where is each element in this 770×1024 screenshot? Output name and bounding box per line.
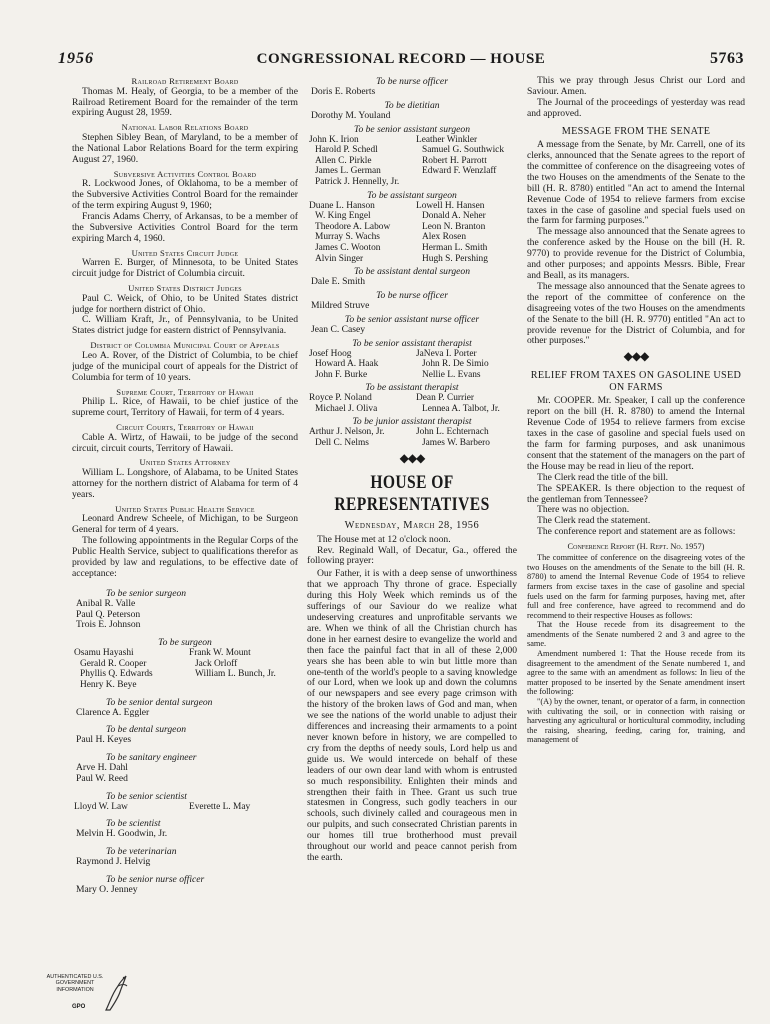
- section-heading: Subversive Activities Control Board: [113, 168, 257, 179]
- section-heading: National Labor Relations Board: [121, 122, 249, 133]
- paragraph: Cable A. Wirtz, of Hawaii, to be judge of the second circuit, circuit courts, Territory of Hawaii.: [72, 431, 298, 454]
- paragraph: Rev. Reginald Wall, of Decatur, Ga., offered the following prayer:: [307, 544, 517, 567]
- paragraph: The Journal of the proceedings of yesterday was read and approved.: [527, 96, 745, 119]
- name: Robert H. Parrott: [422, 155, 487, 166]
- name-list: [72, 802, 298, 813]
- report-paragraph: "(A) by the owner, tenant, or operator of a farm, in connection with cultivating the soil, or in connection with raising or harvesting any agricultural or horticultural commodity, including the raising, shearing, feeding, caring for, training, and management of: [527, 697, 745, 745]
- section-heading: Circuit Courts, Territory of Hawaii: [116, 422, 254, 432]
- name: Patrick J. Hennelly, Jr.: [315, 176, 400, 187]
- name: Anibal R. Valle: [76, 597, 136, 609]
- paragraph: Francis Adams Cherry, of Arkansas, to be a member of the Subversive Activities Control Board for the term expiring March 4, 1960.: [72, 210, 298, 244]
- rank-heading: To be scientist: [106, 818, 161, 830]
- name: Gerald R. Cooper: [80, 658, 147, 669]
- name: William L. Bunch, Jr.: [195, 669, 276, 680]
- rank-heading: To be senior assistant nurse officer: [344, 313, 480, 325]
- eagle-logo-icon: [102, 972, 130, 1014]
- gpo-authentication-badge: [46, 972, 130, 1014]
- badge-gpo: GPO: [72, 1004, 86, 1010]
- rank-heading: To be dental surgeon: [106, 724, 187, 736]
- name: Dean P. Currier: [416, 393, 475, 404]
- paragraph: Mr. COOPER. Mr. Speaker, I call up the conference report on the bill (H. R. 8780) to amend the Internal Revenue Code of 1954 to relieve farmers from excise taxes in the case of gasoline and special fuels used on the farm for farming purposes, and ask unanimous consent that the statement of the managers on the part of the House may be read in lieu of the report.: [527, 395, 745, 472]
- page-header: [58, 50, 744, 72]
- name: James L. German: [315, 166, 381, 177]
- name: Lloyd W. Law: [74, 801, 128, 812]
- name: Jack Orloff: [195, 658, 238, 669]
- name: Osamu Hayashi: [74, 648, 134, 659]
- badge-text: AUTHENTICATED U.S. GOVERNMENT INFORMATION: [46, 974, 104, 993]
- report-paragraph: Amendment numbered 1: That the House recede from its disagreement to the amendment of the Senate numbered 1, and agree to the same with an amendment as follows: In lieu of the matter proposed to be inserted by the Senate amendment insert the following:: [527, 649, 745, 697]
- section-divider: ◆◆◆: [399, 450, 425, 465]
- name: James C. Wooton: [315, 242, 381, 253]
- rank-heading: To be senior assistant surgeon: [353, 123, 471, 135]
- column-1: [72, 76, 298, 946]
- paragraph: R. Lockwood Jones, of Oklahoma, to be a member of the Subversive Activities Control Board for the remainder of the term expiring August 9, 1960;: [72, 178, 298, 212]
- paragraph: The following appointments in the Regular Corps of the Public Health Service, subject to qualifications therefor as provided by law and regulations, to be effective date of acceptance:: [72, 535, 298, 579]
- name: Josef Hoog: [309, 348, 352, 359]
- paragraph: C. William Kraft, Jr., of Pennsylvania, to be United States district judge for eastern district of Pennsylvania.: [72, 314, 298, 337]
- name: Doris E. Roberts: [311, 86, 376, 97]
- name: Mary O. Jenney: [76, 883, 138, 895]
- name: JaNeva I. Porter: [416, 348, 477, 359]
- section-heading: Railroad Retirement Board: [131, 76, 239, 86]
- section-heading: RELIEF FROM TAXES ON GASOLINE USED ON FARMS: [530, 370, 742, 393]
- name: Theodore A. Labow: [315, 221, 391, 232]
- rank-heading: To be senior surgeon: [106, 587, 187, 599]
- section-heading: District of Columbia Municipal Court of Appeals: [90, 340, 280, 351]
- name: Samuel G. Southwick: [422, 145, 505, 156]
- name: Raymond J. Helvig: [76, 856, 151, 868]
- name: Edward F. Wenzlaff: [422, 166, 497, 177]
- rank-heading: To be senior assistant therapist: [352, 337, 472, 349]
- name: Dorothy M. Youland: [311, 109, 391, 121]
- prayer-text: Our Father, it is with a deep sense of unworthiness that we approach Thy throne of grace. Especially during this Holy Week which reminds us of the sufferings of our Saviour do we realize what undeserving creatures and unprofitable servants we are. When we think of all the Christian church has done in her earnest desire to evangelize the world and then face the painful fact that in all of these 2,000 years she has been able to win but little more than one-tenth of the world's people to a saving knowledge of our Lord, when we look up and down the columns of our newspapers and see every page crimson with the history of the broken laws of God and man, when we see the nations of the world unable to adjust their differences and increasing their armaments to a point never known before in history, we are compelled to cry from the depths of needy souls, Lord help us and guide us. We would intercede on behalf of these leaders of our own dear land with whom is entrusted so much responsibility. Enlighten their minds and strengthen their faith in Thee. Grant us such true statesmen in Congress, such godly teachers in our schools, such divinely called and courageous men in our pulpits, and such consecrated Christian parents in our homes till true brotherhood must prevail throughout our world and peace cannot perish from the earth.: [307, 568, 517, 863]
- name: Paul H. Keyes: [76, 734, 132, 746]
- name: Michael J. Oliva: [315, 403, 378, 414]
- section-heading: MESSAGE FROM THE SENATE: [561, 125, 711, 137]
- name: Henry K. Beye: [80, 679, 137, 690]
- name: John K. Irion: [309, 134, 359, 145]
- name: Harold P. Schedl: [315, 145, 378, 156]
- paragraph: Paul C. Weick, of Ohio, to be United States district judge for northern district of Ohio.: [72, 292, 298, 315]
- name: Royce P. Noland: [309, 393, 372, 404]
- paragraph: Leo A. Rover, of the District of Columbia, to be chief judge of the municipal court of appeals for the District of Columbia for term of 10 years.: [72, 349, 298, 383]
- name: Everette L. May: [189, 801, 251, 812]
- name: Clarence A. Eggler: [76, 706, 150, 718]
- name: John F. Burke: [315, 369, 368, 380]
- name-list: [307, 135, 517, 188]
- rank-heading: To be assistant therapist: [365, 382, 459, 394]
- section-divider: ◆◆◆: [623, 349, 649, 364]
- name: W. King Engel: [315, 211, 371, 222]
- column-3: [527, 76, 745, 976]
- name: Lowell H. Hansen: [416, 200, 485, 211]
- paragraph: The House met at 12 o'clock noon.: [317, 533, 451, 545]
- paragraph: The Clerk read the statement.: [537, 515, 651, 527]
- name-list: [307, 393, 517, 414]
- session-date: Wednesday, March 28, 1956: [344, 519, 480, 531]
- paragraph: Thomas M. Healy, of Georgia, to be a member of the Railroad Retirement Board for the remainder of the term expiring August 28, 1959.: [72, 85, 298, 119]
- name: Allen C. Pirkle: [315, 155, 372, 166]
- name: Donald A. Neher: [422, 211, 486, 222]
- name: Trois E. Johnson: [76, 619, 141, 631]
- paragraph: This we pray through Jesus Christ our Lord and Saviour. Amen.: [527, 76, 745, 97]
- name: Mildred Struve: [311, 299, 370, 311]
- section-heading: United States Circuit Judge: [131, 247, 239, 258]
- name: Frank W. Mount: [189, 648, 251, 659]
- name: Arthur J. Nelson, Jr.: [309, 427, 385, 438]
- section-heading: United States District Judges: [128, 283, 242, 294]
- paragraph: Leonard Andrew Scheele, of Michigan, to be Surgeon General for term of 4 years.: [72, 513, 298, 536]
- name-list: [307, 427, 517, 448]
- header-year: 1956: [58, 50, 94, 67]
- rank-heading: To be sanitary engineer: [106, 752, 197, 764]
- paragraph: Philip L. Rice, of Hawaii, to be chief justice of the supreme court, Territory of Hawaii, for term of 4 years.: [72, 396, 298, 419]
- name: John R. De Simio: [422, 359, 489, 370]
- rank-heading: To be dietitian: [384, 99, 440, 111]
- report-paragraph: The committee of conference on the disagreeing votes of the two Houses on the amendments of the Senate to the bill (H. R. 8780) to amend the Internal Revenue Code of 1954 to relieve farmers from excise taxes in the case of gasoline and special fuels used on the farm for farming purposes, having met, after full and free conference, have agreed to recommend and do recommend to their respective Houses as follows:: [527, 553, 745, 620]
- paragraph: The conference report and statement are as follows:: [537, 526, 736, 538]
- name: Hugh S. Pershing: [422, 253, 488, 264]
- name: Herman L. Smith: [422, 242, 488, 253]
- name: Alvin Singer: [315, 253, 364, 264]
- name-list: [307, 349, 517, 381]
- report-paragraph: That the House recede from its disagreement to the amendments of the Senate numbered 2 and 3 and agree to the same.: [527, 620, 745, 649]
- name: Alex Rosen: [422, 232, 467, 243]
- rank-heading: To be surgeon: [158, 637, 212, 649]
- rank-heading: To be senior scientist: [106, 790, 187, 802]
- rank-heading: To be assistant dental surgeon: [353, 266, 471, 278]
- paragraph: The message also announced that the Senate agrees to the report of the committee of conference on the disagreeing votes of the two Houses on the amendments of the Senate to the bill (H. R. 9770) entitled "An act to provide revenue for the District of Columbia, and for other purposes.": [527, 280, 745, 347]
- name-list: [72, 648, 298, 690]
- name: Dale E. Smith: [311, 276, 366, 288]
- report-heading: Conference Report (H. Rept. No. 1957): [567, 542, 705, 552]
- rank-heading: To be assistant surgeon: [367, 189, 457, 201]
- paragraph: The message also announced that the Senate agrees to the conference asked by the House on the bill (H. R. 9770) to provide revenue for the District of Columbia, and other purposes; and appoints Messrs. Bible, Frear and Beall, as its managers.: [527, 226, 745, 281]
- paragraph: The SPEAKER. Is there objection to the request of the gentleman from Tennessee?: [527, 482, 745, 505]
- name: Dell C. Nelms: [315, 438, 369, 449]
- header-title: CONGRESSIONAL RECORD — HOUSE: [256, 51, 546, 67]
- house-heading: HOUSE OF REPRESENTATIVES: [334, 471, 490, 515]
- rank-heading: To be junior assistant therapist: [352, 416, 472, 428]
- rank-heading: To be senior nurse officer: [106, 873, 205, 885]
- name: Murray S. Wachs: [315, 232, 380, 243]
- paragraph: Warren E. Burger, of Minnesota, to be United States circuit judge for District of Columbia circuit.: [72, 257, 298, 280]
- section-heading: Supreme Court, Territory of Hawaii: [116, 386, 254, 397]
- rank-heading: To be nurse officer: [376, 76, 448, 87]
- paragraph: William L. Longshore, of Alabama, to be United States attorney for the northern district of Alabama for term of 4 years.: [72, 467, 298, 500]
- name: Paul W. Reed: [76, 772, 128, 784]
- rank-heading: To be nurse officer: [376, 289, 448, 301]
- section-heading: United States Public Health Service: [115, 503, 255, 514]
- rank-heading: To be senior dental surgeon: [106, 696, 213, 708]
- name: Arve H. Dahl: [76, 762, 128, 774]
- header-page-number: 5763: [710, 50, 744, 67]
- name: Duane L. Hanson: [309, 200, 375, 211]
- name: Phyllis Q. Edwards: [80, 669, 153, 680]
- name: Howard A. Haak: [315, 359, 379, 370]
- paragraph: Stephen Sibley Bean, of Maryland, to be a member of the National Labor Relations Board for the term expiring August 27, 1960.: [72, 131, 298, 165]
- column-2: [307, 76, 517, 976]
- paragraph: There was no objection.: [537, 504, 630, 516]
- paragraph: The Clerk read the title of the bill.: [537, 471, 669, 483]
- name: Leon N. Branton: [422, 221, 486, 232]
- section-heading: United States Attorney: [139, 457, 231, 468]
- name: Lennea A. Talbot, Jr.: [422, 403, 500, 414]
- name: Jean C. Casey: [311, 323, 366, 335]
- name: Melvin H. Goodwin, Jr.: [76, 828, 168, 840]
- name: Paul Q. Peterson: [76, 608, 141, 620]
- name: Leather Winkler: [416, 134, 478, 145]
- rank-heading: To be veterinarian: [106, 846, 177, 858]
- paragraph: A message from the Senate, by Mr. Carrell, one of its clerks, announced that the Senate agrees to the report of the committee of conference on the disagreeing votes of the two Houses on the amendments of the Senate to the bill (H. R. 8780) entitled "An act to amend the Internal Revenue Code of 1954 to relieve farmers from excise taxes in the case of gasoline and special fuels used on the farm for farming purposes.": [527, 139, 745, 227]
- name: John L. Echternach: [416, 427, 489, 438]
- name: Nellie L. Evans: [422, 369, 481, 380]
- name-list: [307, 201, 517, 265]
- name: James W. Barbero: [422, 438, 490, 449]
